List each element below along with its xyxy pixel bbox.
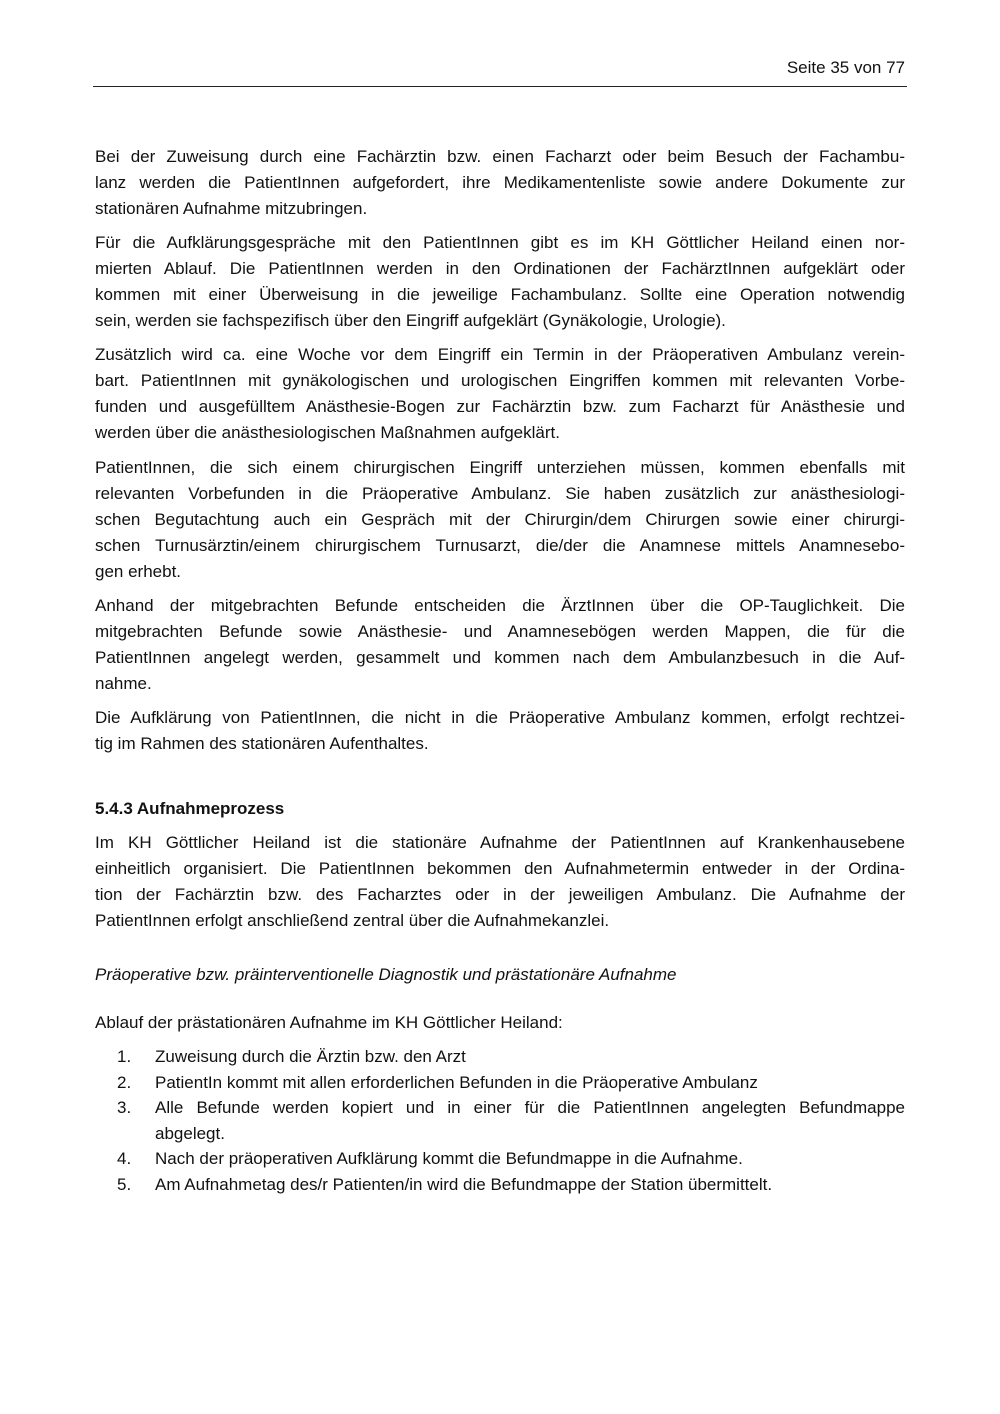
- list-number: 3.: [117, 1098, 132, 1117]
- text-line: Anhand der mitgebrachten Befunde entscheiden die ÄrztInnen über die OP-Tauglichkeit. Die: [95, 596, 905, 615]
- text-line: abgelegt.: [155, 1123, 225, 1143]
- ordered-list: [95, 1044, 905, 1197]
- text-line: relevanten Vorbefunden in die Präoperative Ambulanz. Sie haben zusätzlich zur anästhesiologi-: [95, 484, 905, 503]
- list-item: [95, 1146, 905, 1172]
- paragraph: [95, 593, 905, 697]
- text-line: mierten Ablauf. Die PatientInnen werden in den Ordinationen der FachärztInnen aufgeklärt oder: [95, 259, 905, 278]
- paragraph: [95, 342, 905, 446]
- text-line: gen erhebt.: [95, 562, 182, 581]
- text-line: Am Aufnahmetag des/r Patienten/in wird die Befundmappe der Station übermittelt.: [155, 1174, 773, 1194]
- text-line: schen Turnusärztin/einem chirurgischem Turnusarzt, die/der die Anamnese mittels Anamnesebo-: [95, 536, 905, 555]
- list-item: [95, 1172, 905, 1198]
- text-line: Für die Aufklärungsgespräche mit den PatientInnen gibt es im KH Göttlicher Heiland einen nor-: [95, 233, 905, 252]
- text-line: PatientInnen, die sich einem chirurgischen Eingriff unterziehen müssen, kommen ebenfalls mit: [95, 458, 905, 477]
- list-number: 1.: [117, 1047, 132, 1066]
- text-line: PatientIn kommt mit allen erforderlichen Befunden in die Präoperative Ambulanz: [155, 1072, 758, 1092]
- text-line: kommen mit einer Überweisung in die jeweilige Fachambulanz. Sollte eine Operation notwendig: [95, 285, 905, 304]
- list-intro: Ablauf der prästationären Aufnahme im KH Göttlicher Heiland:: [95, 1013, 563, 1032]
- section-paragraph: [95, 830, 905, 934]
- text-line: Nach der präoperativen Aufklärung kommt die Befundmappe in die Aufnahme.: [155, 1149, 743, 1168]
- text-line: lanz werden die PatientInnen aufgefordert, ihre Medikamentenliste sowie andere Dokumente zur: [95, 173, 905, 192]
- list-item: [95, 1095, 905, 1146]
- text-line: sein, werden sie fachspezifisch über den Eingriff aufgeklärt (Gynäkologie, Urologie).: [95, 311, 726, 330]
- list-number: 5.: [117, 1174, 132, 1194]
- text-line: mitgebrachten Befunde sowie Anästhesie- und Anamnesebögen werden Mappen, die für die: [95, 622, 905, 641]
- header-divider: [93, 86, 907, 87]
- text-line: schen Begutachtung auch ein Gespräch mit der Chirurgin/dem Chirurgen sowie einer chirurgi-: [95, 510, 905, 529]
- text-line: Zuweisung durch die Ärztin bzw. den Arzt: [155, 1047, 466, 1066]
- text-line: nahme.: [95, 674, 152, 693]
- paragraph: [95, 230, 905, 334]
- page-number: Seite 35 von 77: [786, 58, 905, 77]
- text-line: Im KH Göttlicher Heiland ist die stationäre Aufnahme der PatientInnen auf Krankenhausebene: [95, 833, 905, 852]
- text-line: tion der Fachärztin bzw. des Facharztes oder in der jeweiligen Ambulanz. Die Aufnahme der: [95, 885, 905, 904]
- subheading: Präoperative bzw. präinterventionelle Diagnostik und prästationäre Aufnahme: [95, 965, 677, 984]
- text-line: Bei der Zuweisung durch eine Fachärztin bzw. einen Facharzt oder beim Besuch der Fachambu-: [95, 147, 905, 166]
- text-line: werden über die anästhesiologischen Maßnahmen aufgeklärt.: [95, 423, 560, 442]
- text-line: bart. PatientInnen mit gynäkologischen und urologischen Eingriffen kommen mit relevanten Vorbe-: [95, 371, 905, 390]
- text-line: PatientInnen erfolgt anschließend zentral über die Aufnahmekanzlei.: [95, 911, 610, 930]
- text-line: Zusätzlich wird ca. eine Woche vor dem Eingriff ein Termin in der Präoperativen Ambulanz verein-: [95, 345, 905, 364]
- section-heading: 5.4.3 Aufnahmeprozess: [95, 799, 285, 818]
- list-item: [95, 1044, 905, 1070]
- paragraph: [95, 705, 905, 757]
- list-number: 2.: [117, 1072, 132, 1092]
- text-line: tig im Rahmen des stationären Aufenthaltes.: [95, 734, 429, 753]
- list-item: [95, 1070, 905, 1096]
- text-line: Die Aufklärung von PatientInnen, die nicht in die Präoperative Ambulanz kommen, erfolgt rechtzei-: [95, 708, 905, 727]
- paragraph: [95, 455, 905, 585]
- paragraph: [95, 144, 905, 222]
- text-line: PatientInnen angelegt werden, gesammelt und kommen nach dem Ambulanzbesuch in die Auf-: [95, 648, 905, 667]
- list-number: 4.: [117, 1149, 132, 1168]
- text-line: einheitlich organisiert. Die PatientInnen bekommen den Aufnahmetermin entweder in der Ordina-: [95, 859, 905, 878]
- text-line: stationären Aufnahme mitzubringen.: [95, 199, 368, 218]
- text-line: Alle Befunde werden kopiert und in einer für die PatientInnen angelegten Befundmappe: [155, 1098, 905, 1117]
- text-line: funden und ausgefülltem Anästhesie-Bogen zur Fachärztin bzw. zum Facharzt für Anästhesie und: [95, 397, 905, 416]
